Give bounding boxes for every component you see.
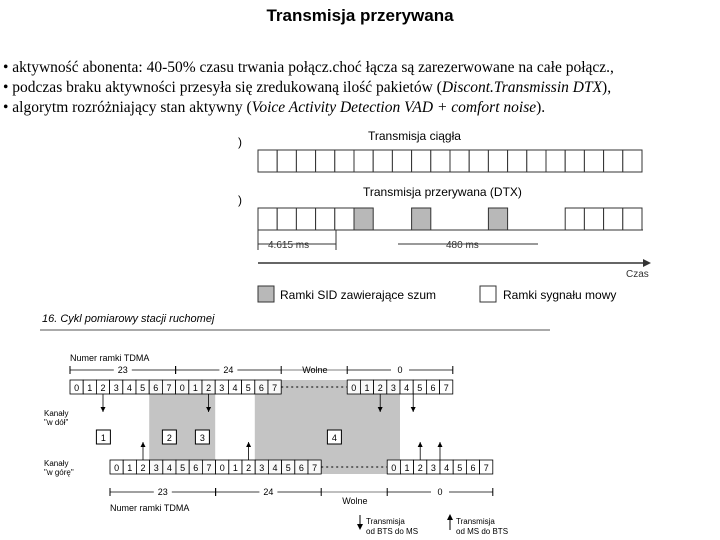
voice-frame xyxy=(335,150,354,172)
frame-number: 0 xyxy=(397,365,403,375)
legend-up-2: od MS do BTS xyxy=(456,527,509,536)
tdma-slot-number: 6 xyxy=(258,383,264,393)
arrowhead xyxy=(418,442,423,447)
legend-voice-swatch xyxy=(480,286,496,302)
legend-up-arrowhead xyxy=(447,514,453,520)
bottom-frame-brackets xyxy=(110,486,493,497)
tdma-slot-number: 0 xyxy=(74,383,80,393)
voice-frame xyxy=(354,150,373,172)
tdma-slot-number: 1 xyxy=(364,383,370,393)
voice-frame xyxy=(392,150,411,172)
voice-frame xyxy=(565,150,584,172)
voice-frame xyxy=(277,150,296,172)
channel-box-number: 1 xyxy=(100,433,106,443)
tdma-slot-number: 7 xyxy=(312,463,318,473)
tdma-slot-number: 3 xyxy=(153,463,159,473)
tdma-slot-number: 4 xyxy=(444,463,450,473)
voice-frame xyxy=(296,208,315,230)
tdma-slot-number: 2 xyxy=(140,463,146,473)
tdma-slot-number: 5 xyxy=(417,383,423,393)
legend-up-1: Transmisja xyxy=(456,517,495,526)
frame-number: 24 xyxy=(263,487,274,497)
time-axis-arrow xyxy=(643,259,651,267)
voice-frame xyxy=(258,208,277,230)
tdma-slot-number: 2 xyxy=(417,463,423,473)
uplink-slots xyxy=(110,460,493,474)
tdma-diagram xyxy=(30,308,590,540)
tdma-slot-number: 4 xyxy=(232,383,238,393)
tdma-slot-number: 6 xyxy=(153,383,159,393)
channel-box-number: 4 xyxy=(331,433,337,443)
tdma-slot-number: 0 xyxy=(179,383,185,393)
frame-time-label: 4.615 ms xyxy=(268,240,310,251)
row-b-label: ) xyxy=(238,193,242,207)
voice-frame xyxy=(469,150,488,172)
downlink-label-1: Kanały xyxy=(44,409,69,418)
bullet-item: • podczas braku aktywności przesyła się zredukowaną ilość pakietów (Discont.Transmissin DTX), xyxy=(3,79,612,96)
voice-frame xyxy=(546,150,565,172)
continuous-title: Transmisja ciągła xyxy=(368,129,461,143)
tdma-slot-number: 5 xyxy=(285,463,291,473)
tdma-slot-number: 7 xyxy=(272,383,278,393)
legend-voice-label: Ramki sygnału mowy xyxy=(503,288,617,302)
tdma-slot-number: 2 xyxy=(100,383,106,393)
legend-down-arrowhead xyxy=(357,524,363,530)
dtx-title: Transmisja przerywana (DTX) xyxy=(363,185,522,199)
tdma-slot-number: 0 xyxy=(114,463,120,473)
voice-frame xyxy=(316,208,335,230)
figure-caption: 16. Cykl pomiarowy stacji ruchomej xyxy=(42,313,215,325)
tdma-slot-number: 3 xyxy=(219,383,225,393)
voice-frame xyxy=(277,208,296,230)
arrowhead xyxy=(101,407,106,412)
tdma-slot-number: 5 xyxy=(180,463,186,473)
tdma-slot-number: 4 xyxy=(166,463,172,473)
tdma-slot-number: 1 xyxy=(192,383,198,393)
uplink-label-2: "w górę" xyxy=(44,468,74,477)
free-bottom-label: Wolne xyxy=(342,496,368,506)
legend-sid-swatch xyxy=(258,286,274,302)
bullet-item: • aktywność abonenta: 40-50% czasu trwania połącz.choć łącza są zarezerwowane na całe połącz., xyxy=(3,59,614,76)
downlink-label-2: "w dół" xyxy=(44,418,69,427)
tdma-slot-number: 2 xyxy=(206,383,212,393)
arrowhead xyxy=(141,442,146,447)
tdma-slot-number: 2 xyxy=(246,463,252,473)
tdma-slot-number: 6 xyxy=(298,463,304,473)
tdma-slot-number: 2 xyxy=(377,383,383,393)
tdma-slot-number: 4 xyxy=(126,383,132,393)
tdma-slot-number: 3 xyxy=(113,383,119,393)
page-title: Transmisja przerywana xyxy=(266,6,454,25)
tdma-slot-number: 0 xyxy=(351,383,357,393)
legend-sid-label: Ramki SID zawierające szum xyxy=(280,288,437,302)
dtx-frames xyxy=(258,208,643,230)
tdma-slot-number: 3 xyxy=(390,383,396,393)
tdma-slot-number: 0 xyxy=(391,463,397,473)
frame-number: 24 xyxy=(223,365,234,375)
tdma-slot-number: 3 xyxy=(259,463,265,473)
tdma-slot-number: 1 xyxy=(232,463,238,473)
voice-frame xyxy=(604,150,623,172)
voice-frame xyxy=(527,150,546,172)
tdma-slot-number: 6 xyxy=(470,463,476,473)
channel-box-number: 3 xyxy=(199,433,205,443)
tdma-slot-number: 6 xyxy=(430,383,436,393)
tdma-top-label: Numer ramki TDMA xyxy=(70,353,150,363)
time-axis-label: Czas xyxy=(626,269,649,280)
tdma-slot-number: 1 xyxy=(87,383,93,393)
continuous-frames xyxy=(258,150,642,172)
voice-frame xyxy=(335,208,354,230)
row-a-label: ) xyxy=(238,135,242,149)
tdma-slot-number: 4 xyxy=(404,383,410,393)
tdma-slot-number: 7 xyxy=(206,463,212,473)
top-frame-brackets xyxy=(70,364,453,375)
voice-frame xyxy=(604,208,623,230)
tdma-slot-number: 3 xyxy=(430,463,436,473)
voice-frame xyxy=(373,150,392,172)
legend-down-2: od BTS do MS xyxy=(366,527,419,536)
voice-frame xyxy=(623,208,642,230)
frame-number: 23 xyxy=(117,365,128,375)
voice-frame xyxy=(450,150,469,172)
frame-number: 23 xyxy=(157,487,168,497)
free-top-label: Wolne xyxy=(302,365,328,375)
sid-frame xyxy=(488,208,507,230)
voice-frame xyxy=(258,150,277,172)
voice-frame xyxy=(565,208,584,230)
arrowhead xyxy=(438,442,443,447)
legend-down-1: Transmisja xyxy=(366,517,405,526)
sid-frame xyxy=(354,208,373,230)
voice-frame xyxy=(316,150,335,172)
voice-frame xyxy=(488,150,507,172)
tdma-slot-number: 5 xyxy=(245,383,251,393)
sid-frame xyxy=(412,208,431,230)
tdma-slot-number: 6 xyxy=(193,463,199,473)
voice-frame xyxy=(412,150,431,172)
tdma-slot-number: 5 xyxy=(457,463,463,473)
tdma-slot-number: 0 xyxy=(219,463,225,473)
tdma-slot-number: 7 xyxy=(443,383,449,393)
frame-number: 0 xyxy=(437,487,443,497)
downlink-slots xyxy=(70,380,453,394)
tdma-slot-number: 1 xyxy=(127,463,133,473)
bullet-list xyxy=(3,58,719,118)
tdma-slot-number: 5 xyxy=(140,383,146,393)
tdma-slot-number: 7 xyxy=(166,383,172,393)
channel-box-number: 2 xyxy=(166,433,172,443)
voice-frame xyxy=(584,150,603,172)
tdma-bottom-label: Numer ramki TDMA xyxy=(110,503,190,513)
arrowhead xyxy=(411,407,416,412)
dtx-diagram xyxy=(238,122,658,312)
period-time-label: 480 ms xyxy=(446,240,479,251)
tdma-slot-number: 7 xyxy=(483,463,489,473)
arrowhead xyxy=(246,442,251,447)
voice-frame xyxy=(508,150,527,172)
voice-frame xyxy=(584,208,603,230)
voice-frame xyxy=(623,150,642,172)
voice-frame xyxy=(296,150,315,172)
tdma-slot-number: 1 xyxy=(404,463,410,473)
uplink-label-1: Kanały xyxy=(44,459,69,468)
tdma-slot-number: 4 xyxy=(272,463,278,473)
voice-frame xyxy=(431,150,450,172)
bullet-item: • algorytm rozróżniający stan aktywny (Voice Activity Detection VAD + comfort noise). xyxy=(3,99,546,116)
